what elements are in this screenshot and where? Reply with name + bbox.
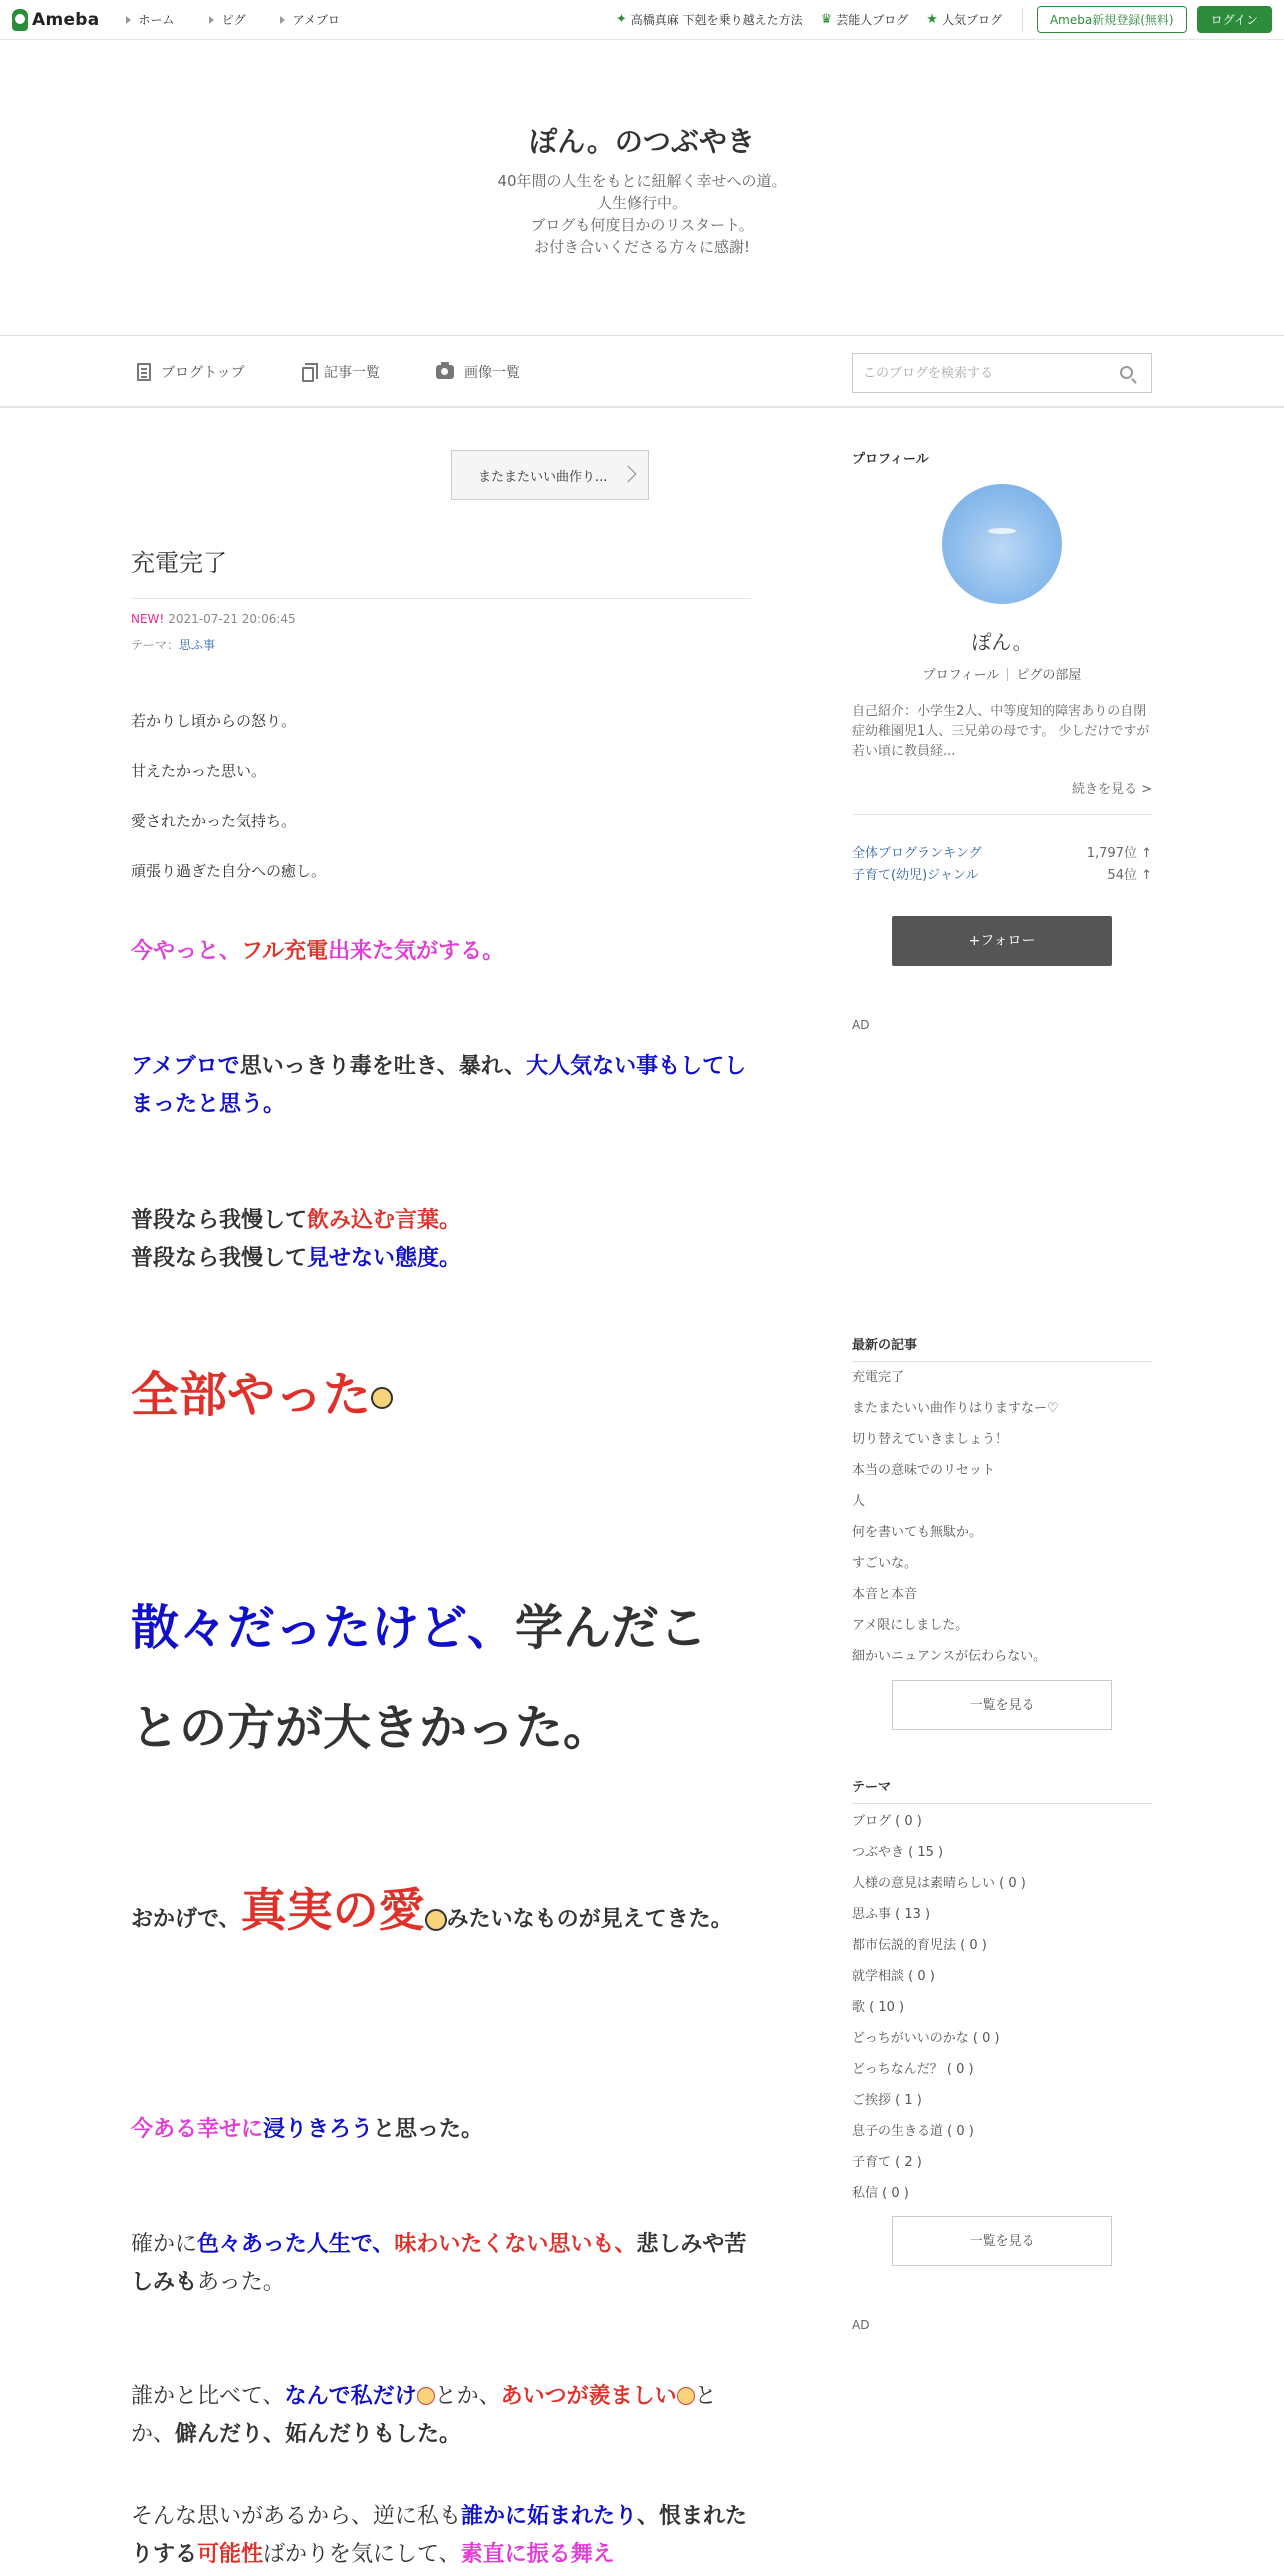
list-item[interactable]: どっちなんだ？ ( 0 )	[852, 2062, 974, 2077]
list-item[interactable]: 歌 ( 10 )	[852, 2000, 905, 2015]
document-icon	[137, 363, 151, 381]
list-item[interactable]: またまたいい曲作りはりますなー♡	[852, 1401, 1059, 1416]
body-paragraph: 普段なら我慢して飲み込む言葉。 普段なら我慢して見せない態度。	[131, 1208, 462, 1271]
sparkle-icon: ✦	[615, 12, 627, 27]
profile-link[interactable]: プロフィール	[922, 668, 1000, 683]
star-icon: ★	[926, 12, 938, 27]
body-paragraph: 確かに色々あった人生で、味わいたくない思いも、悲しみや苦しみもあった。	[131, 2232, 747, 2295]
body-paragraph: 散々だったけど、学んだことの方が大きかった。	[131, 1600, 708, 1756]
list-item[interactable]: つぶやき ( 15 )	[852, 1845, 944, 1860]
body-line: 若かりし頃からの怒り。	[131, 712, 297, 730]
triangle-right-icon	[126, 16, 131, 24]
next-article-button[interactable]: またまたいい曲作り...	[451, 450, 649, 500]
list-item[interactable]: 本当の意味でのリセット	[852, 1463, 995, 1478]
list-item[interactable]: 思ふ事 ( 13 )	[852, 1907, 931, 1922]
list-item[interactable]: 私信 ( 0 )	[852, 2186, 909, 2201]
list-item[interactable]: 何を書いても無駄か。	[852, 1525, 983, 1540]
triangle-right-icon	[280, 16, 285, 24]
article-title[interactable]: 充電完了	[131, 543, 751, 599]
divider	[852, 814, 1152, 815]
camera-icon	[436, 365, 454, 379]
list-item[interactable]: 細かいニュアンスが伝わらない。	[852, 1649, 1047, 1664]
nav-blog-top[interactable]: ブログトップ	[137, 362, 245, 382]
body-line: 甘えたかった思い。	[131, 762, 267, 780]
nav-image-list[interactable]: 画像一覧	[436, 362, 520, 382]
list-item[interactable]: ご挨拶 ( 1 )	[852, 2093, 922, 2108]
blog-header	[0, 40, 1284, 336]
list-item[interactable]: 都市伝説的育児法 ( 0 )	[852, 1938, 987, 1953]
nav-home[interactable]: ホーム	[126, 11, 175, 28]
theme-link[interactable]: 思ふ事	[179, 638, 216, 652]
ameba-logo-icon	[12, 9, 28, 31]
profile-name[interactable]: ぽん。	[971, 630, 1033, 654]
avatar[interactable]	[942, 484, 1062, 604]
search-input[interactable]	[853, 366, 1103, 381]
see-all-recent-button[interactable]: 一覧を見る	[892, 1680, 1112, 1730]
angry-emoji-icon	[417, 2387, 435, 2405]
blog-search	[852, 353, 1152, 393]
divider	[1007, 668, 1008, 681]
popular-blog-link[interactable]: ★ 人気ブログ	[926, 12, 1002, 27]
face-emoji-icon	[371, 1387, 393, 1409]
list-item[interactable]: 息子の生きる道 ( 0 )	[852, 2124, 974, 2139]
profile-intro: 自己紹介：小学生2人、中等度知的障害ありの自閉症幼稚園児1人、三兄弟の母です。 少しだけですが若い頃に教員経...	[852, 704, 1150, 759]
angry-emoji-icon	[677, 2387, 695, 2405]
read-more-link[interactable]: 続きを見る >	[1071, 782, 1152, 797]
overall-ranking-link[interactable]: 全体ブログランキング	[852, 846, 982, 861]
list-item[interactable]: 本音と本音	[852, 1587, 918, 1602]
list-item[interactable]: 人様の意見は素晴らしい ( 0 )	[852, 1876, 1026, 1891]
body-line: 愛されたかった気持ち。	[131, 812, 297, 830]
pigg-room-link[interactable]: ピグの部屋	[1016, 668, 1082, 683]
theme-heading: テーマ	[852, 1776, 1152, 1804]
list-item[interactable]: 充電完了	[852, 1370, 905, 1385]
search-icon[interactable]	[1120, 366, 1133, 379]
ranking-row: 全体ブログランキング 1,797位 ↑	[852, 846, 1152, 861]
list-item[interactable]: アメ限にしました。	[852, 1618, 969, 1633]
divider	[1022, 8, 1023, 32]
triangle-right-icon	[209, 16, 214, 24]
recent-list	[852, 1366, 1152, 1676]
nav-pigg[interactable]: ピグ	[209, 11, 246, 28]
recent-heading: 最新の記事	[852, 1334, 1152, 1362]
global-nav	[126, 11, 374, 28]
ad-label: AD	[852, 1018, 870, 1032]
article-date: NEW! 2021-07-21 20:06:45	[131, 612, 296, 626]
blog-description: 40年間の人生をもとに紐解く幸せへの道。 人生修行中。 ブログも何度目かのリスタート。 お付き合いくださる方々に感謝!	[497, 172, 787, 256]
register-button[interactable]: Ameba新規登録(無料)	[1037, 6, 1187, 33]
article-theme: テーマ：思ふ事	[131, 638, 216, 652]
celebrity-blog-link[interactable]: ♛ 芸能人ブログ	[820, 12, 909, 27]
list-item[interactable]: ブログ ( 0 )	[852, 1814, 922, 1829]
blog-title[interactable]: ぽん。のつぶやき	[529, 125, 755, 158]
new-badge: NEW!	[131, 612, 165, 626]
list-item[interactable]: 子育て ( 2 )	[852, 2155, 922, 2170]
list-item[interactable]: すごいな。	[852, 1556, 918, 1571]
global-header	[0, 0, 1284, 40]
body-paragraph: そんな思いがあるから、逆に私も誰かに妬まれたり、恨まれたりする可能性ばかりを気にして、素直に振る舞え	[131, 2504, 748, 2567]
see-all-themes-button[interactable]: 一覧を見る	[892, 2216, 1112, 2266]
list-item[interactable]: 切り替えていきましょう！	[852, 1432, 1009, 1447]
list-item[interactable]: どっちがいいのかな ( 0 )	[852, 2031, 1000, 2046]
body-paragraph: おかげで、真実の愛 みたいなものが見えてきた。	[131, 1883, 733, 1937]
copy-icon	[302, 367, 314, 382]
nav-article-list[interactable]: 記事一覧	[302, 362, 380, 382]
login-button[interactable]: ログイン	[1197, 6, 1272, 33]
list-item[interactable]: 人	[852, 1494, 866, 1509]
body-paragraph: 全部やった	[131, 1356, 751, 1425]
ad-label: AD	[852, 2318, 870, 2332]
featured-link[interactable]: ✦ 高橋真麻 下剋を乗り越えた方法	[615, 12, 803, 27]
genre-ranking-link[interactable]: 子育て(幼児)ジャンル	[852, 868, 979, 883]
theme-list	[852, 1810, 1152, 2213]
blog-nav	[0, 336, 1284, 408]
ranking-row: 子育て(幼児)ジャンル 54位 ↑	[852, 868, 1152, 883]
bowing-emoji-icon	[425, 1909, 447, 1931]
list-item[interactable]: 就学相談 ( 0 )	[852, 1969, 935, 1984]
body-paragraph: 誰かと比べて、なんで私だけ とか、あいつが羨ましい とか、僻んだり、妬んだりもした。	[131, 2384, 717, 2447]
follow-button[interactable]: +フォロー	[892, 916, 1112, 966]
profile-heading: プロフィール	[852, 452, 929, 467]
body-paragraph: 今ある幸せに浸りきろうと思った。	[131, 2117, 484, 2142]
ameba-logo[interactable]	[12, 9, 100, 31]
crown-icon: ♛	[820, 12, 833, 27]
ameba-logo-text: Ameba	[32, 9, 100, 30]
body-paragraph: アメブロで思いっきり毒を吐き、暴れ、大人気ない事もしてしまったと思う。	[131, 1054, 747, 1117]
profile-links	[852, 664, 1152, 683]
header-links	[598, 6, 1284, 33]
body-line: 頑張り過ぎた自分への癒し。	[131, 862, 327, 880]
chevron-right-icon	[620, 466, 637, 483]
body-paragraph: 今やっと、フル充電出来た気がする。	[131, 939, 505, 964]
nav-ameblo[interactable]: アメブロ	[280, 11, 340, 28]
